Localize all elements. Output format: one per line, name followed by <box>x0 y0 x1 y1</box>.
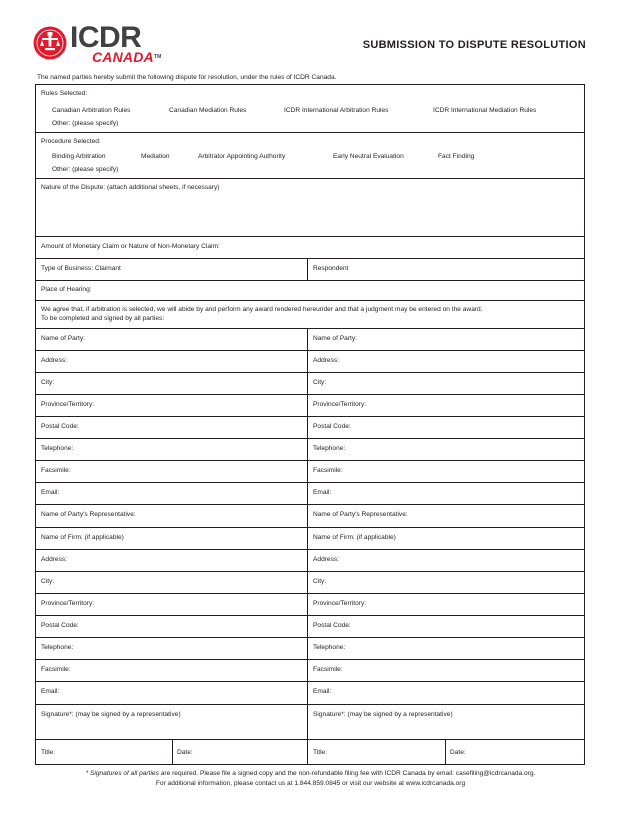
right-party-field-label: Signature*: (may be signed by a representative) <box>313 711 453 718</box>
right-party-field-input[interactable] <box>308 439 580 460</box>
party-row <box>35 549 585 571</box>
right-party-field-label: Name of Party: <box>313 335 357 342</box>
footer-emphasis: * Signatures of all parties <box>85 770 159 777</box>
place-of-hearing-field[interactable] <box>35 280 585 300</box>
right-party-field-label: Email: <box>313 688 332 695</box>
party-row <box>35 681 585 704</box>
party-row <box>35 416 585 438</box>
left-date-divider <box>172 739 173 765</box>
left-title-label: Title: <box>41 749 56 756</box>
agreement-instruction: To be completed and signed by all parties: <box>41 315 165 322</box>
option-arbitrator-appointing-authority[interactable]: Arbitrator Appointing Authority <box>198 153 286 160</box>
left-party-field-input[interactable] <box>35 660 307 681</box>
right-party-field-label: City: <box>313 578 327 585</box>
footer-line1: are required. Please file a signed copy and the non-refundable filing fee with ICDR Canada by email: casefiling@icdrcanada.org. <box>158 770 536 777</box>
right-party-field-label: Province/Territory: <box>313 600 367 607</box>
right-title-label: Title: <box>313 749 328 756</box>
left-party-field-input[interactable] <box>35 461 307 482</box>
right-party-field-label: City: <box>313 379 327 386</box>
left-party-field-input[interactable] <box>35 373 307 394</box>
amount-of-claim-field[interactable] <box>35 236 585 258</box>
left-party-field-input[interactable] <box>35 439 307 460</box>
party-row <box>35 460 585 482</box>
right-party-field-label: Facsimile: <box>313 467 343 474</box>
right-party-field-label: Telephone: <box>313 644 346 651</box>
logo-tm: TM <box>153 54 162 60</box>
left-party-field-input[interactable] <box>35 483 307 504</box>
page-title: SUBMISSION TO DISPUTE RESOLUTION <box>362 39 586 51</box>
nature-of-dispute-label: Nature of the Dispute: (attach additional sheets, if necessary) <box>41 184 220 191</box>
left-party-field-label: Address: <box>41 357 68 364</box>
right-party-field-label: Name of Party's Representative: <box>313 511 408 518</box>
right-party-field-label: Name of Firm: (if applicable) <box>313 534 396 541</box>
option-canadian-arbitration-rules[interactable]: Canadian Arbitration Rules <box>52 107 131 114</box>
left-date-label: Date: <box>177 749 193 756</box>
option-fact-finding[interactable]: Fact Finding <box>438 153 475 160</box>
business-divider <box>307 258 308 280</box>
party-columns-divider <box>307 328 308 765</box>
left-party-field-input[interactable] <box>35 638 307 659</box>
right-party-field-input[interactable] <box>308 373 580 394</box>
right-party-field-label: Address: <box>313 556 340 563</box>
option-rules-other[interactable]: Other: (please specify) <box>52 120 119 127</box>
right-party-field-input[interactable] <box>308 682 580 704</box>
party-row <box>35 350 585 372</box>
left-party-field-label: Signature*: (may be signed by a representative) <box>41 711 181 718</box>
right-party-field-label: Postal Code: <box>313 622 351 629</box>
left-party-field-input[interactable] <box>35 572 307 593</box>
footer-contact: For additional information, please contact us at 1.844.859.0845 or visit our website at www.icdrcanada.org <box>155 780 466 787</box>
left-party-field-label: Telephone: <box>41 445 74 452</box>
nature-of-dispute-field[interactable] <box>35 178 585 236</box>
option-binding-arbitration[interactable]: Binding Arbitration <box>52 153 106 160</box>
rules-label: Rules Selected: <box>41 90 88 97</box>
agreement-text: We agree that, if arbitration is selected, we will abide by and perform any award rendered hereunder and that a judgment may be entered on the award. <box>41 306 483 313</box>
right-party-field-input[interactable] <box>308 483 580 504</box>
right-party-field-label: Address: <box>313 357 340 364</box>
amount-of-claim-label: Amount of Monetary Claim or Nature of Non-Monetary Claim: <box>41 243 220 250</box>
intro-text: The named parties hereby submit the following dispute for resolution, under the rules of ICDR Canada. <box>37 74 337 81</box>
option-procedure-other[interactable]: Other: (please specify) <box>52 166 119 173</box>
submission-form <box>35 84 585 765</box>
right-party-field-label: Province/Territory: <box>313 401 367 408</box>
left-party-field-input[interactable] <box>35 682 307 704</box>
party-row <box>35 438 585 460</box>
party-row <box>35 593 585 615</box>
right-party-field-label: Postal Code: <box>313 423 351 430</box>
place-of-hearing-label: Place of Hearing: <box>41 286 92 293</box>
title-date-row <box>35 739 585 765</box>
logo-sub-text: CANADA <box>92 49 154 65</box>
respondent-label: Respondent <box>313 265 349 272</box>
left-party-field-label: Postal Code: <box>41 622 79 629</box>
right-party-field-label: Facsimile: <box>313 666 343 673</box>
left-party-field-label: Name of Firm: (if applicable) <box>41 534 124 541</box>
left-party-field-label: Postal Code: <box>41 423 79 430</box>
right-party-field-input[interactable] <box>308 351 580 372</box>
right-party-field-input[interactable] <box>308 638 580 659</box>
right-date-label: Date: <box>450 749 466 756</box>
agreement-section <box>35 300 585 328</box>
left-party-field-label: Address: <box>41 556 68 563</box>
party-row <box>35 328 585 350</box>
rules-section <box>35 84 585 132</box>
option-icdr-international-mediation-rules[interactable]: ICDR International Mediation Rules <box>433 107 537 114</box>
right-party-field-input[interactable] <box>308 550 580 571</box>
left-party-field-input[interactable] <box>35 351 307 372</box>
party-row <box>35 615 585 637</box>
left-party-field-label: Facsimile: <box>41 666 71 673</box>
party-row <box>35 527 585 549</box>
left-party-field-label: Email: <box>41 489 60 496</box>
party-row <box>35 372 585 394</box>
left-party-field-label: City: <box>41 379 55 386</box>
left-party-field-label: Telephone: <box>41 644 74 651</box>
party-row <box>35 571 585 593</box>
icdr-canada-logo <box>33 21 162 66</box>
left-party-field-label: Province/Territory: <box>41 600 95 607</box>
footer-note <box>0 769 621 778</box>
party-row <box>35 394 585 416</box>
party-row <box>35 504 585 527</box>
party-row <box>35 637 585 659</box>
seal-icon <box>33 26 67 60</box>
right-party-field-input[interactable] <box>308 461 580 482</box>
right-party-field-label: Telephone: <box>313 445 346 452</box>
option-early-neutral-evaluation[interactable]: Early Neutral Evaluation <box>333 153 404 160</box>
left-party-field-input[interactable] <box>35 550 307 571</box>
procedure-section <box>35 132 585 178</box>
option-icdr-international-arbitration-rules[interactable]: ICDR International Arbitration Rules <box>284 107 389 114</box>
business-claimant-label: Type of Business: Claimant <box>41 265 121 272</box>
left-party-field-label: Province/Territory: <box>41 401 95 408</box>
procedure-label: Procedure Selected: <box>41 138 101 145</box>
left-party-field-label: City: <box>41 578 55 585</box>
option-mediation[interactable]: Mediation <box>141 153 170 160</box>
business-type-row <box>35 258 585 280</box>
left-party-field-label: Name of Party: <box>41 335 85 342</box>
right-date-divider <box>445 739 446 765</box>
right-party-field-input[interactable] <box>308 572 580 593</box>
logo-sub <box>92 50 162 64</box>
left-party-field-label: Email: <box>41 688 60 695</box>
left-party-field-label: Name of Party's Representative: <box>41 511 136 518</box>
left-party-field-label: Facsimile: <box>41 467 71 474</box>
right-party-field-input[interactable] <box>308 660 580 681</box>
party-row <box>35 659 585 681</box>
option-canadian-mediation-rules[interactable]: Canadian Mediation Rules <box>169 107 247 114</box>
right-party-field-label: Email: <box>313 489 332 496</box>
logo-brand: ICDR <box>70 21 142 54</box>
party-row <box>35 704 585 739</box>
party-row <box>35 482 585 504</box>
